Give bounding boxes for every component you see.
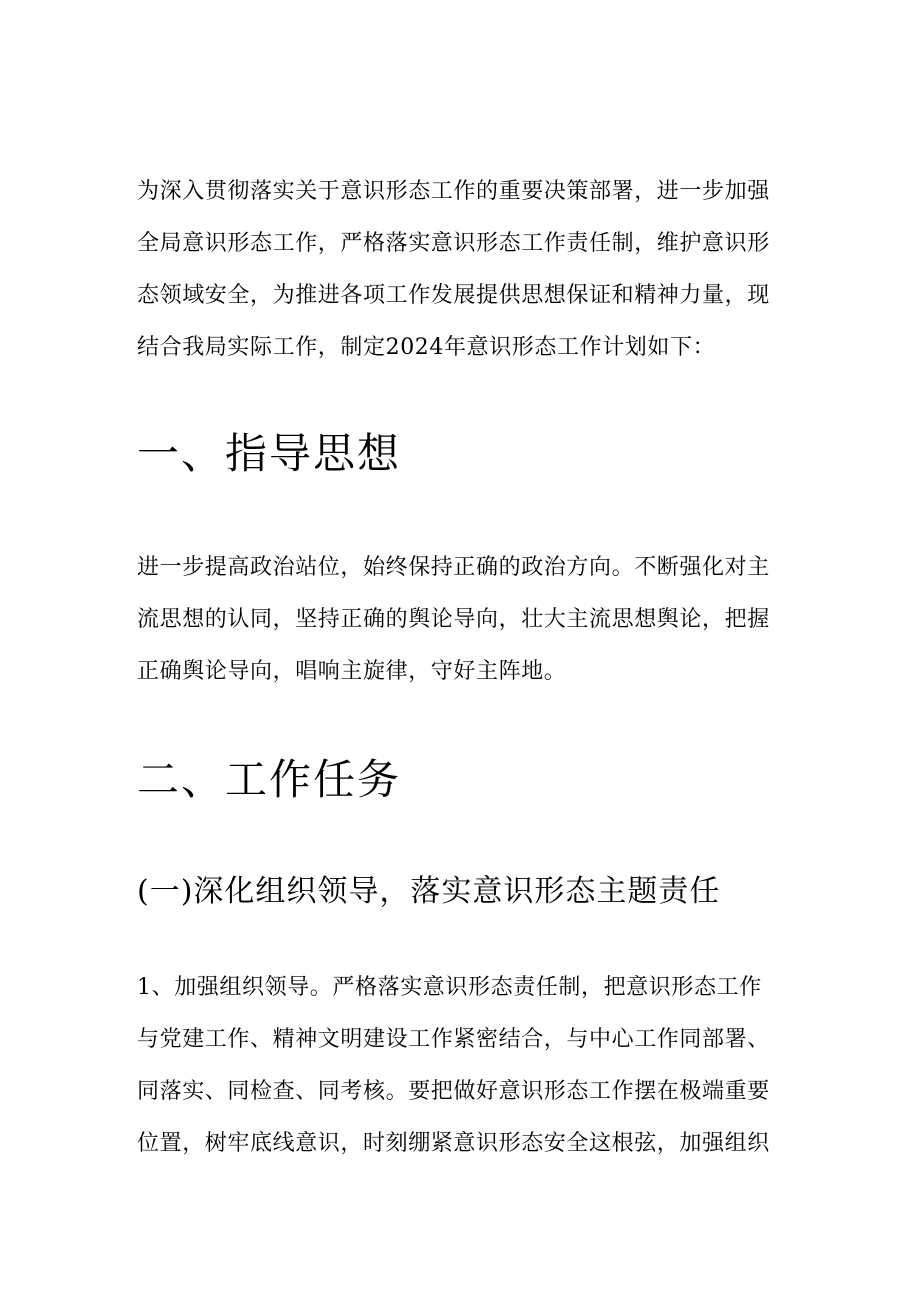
section2-line: 同落实、同检查、同考核。要把做好意识形态工作摆在极端重要 [137, 1079, 770, 1104]
section2-heading: 二、工作任务 [137, 755, 402, 804]
section1-line: 进一步提高政治站位，始终保持正确的政治方向。不断强化对主 [137, 555, 770, 580]
section1-paragraph [137, 542, 797, 698]
intro-paragraph [137, 166, 797, 374]
section2-line: 1、加强组织领导。严格落实意识形态责任制，把意识形态工作 [137, 975, 762, 1000]
section1-heading: 一、指导思想 [137, 429, 402, 478]
section1-line: 流思想的认同，坚持正确的舆论导向，壮大主流思想舆论，把握 [137, 607, 770, 632]
section1-line: 正确舆论导向，唱响主旋律，守好主阵地。 [137, 659, 567, 684]
section2-paragraph [137, 962, 797, 1170]
intro-line: 态领域安全，为推进各项工作发展提供思想保证和精神力量，现 [137, 283, 770, 308]
intro-line: 为深入贯彻落实关于意识形态工作的重要决策部署，进一步加强 [137, 179, 770, 204]
section2-line: 位置，树牢底线意识，时刻绷紧意识形态安全这根弦，加强组织 [137, 1131, 770, 1156]
section2-line: 与党建工作、精神文明建设工作紧密结合，与中心工作同部署、 [137, 1027, 770, 1052]
intro-line: 结合我局实际工作，制定2024年意识形态工作计划如下： [137, 335, 716, 360]
section2-subheading: (一)深化组织领导，落实意识形态主题责任 [137, 874, 721, 909]
intro-line: 全局意识形态工作，严格落实意识形态工作责任制，维护意识形 [137, 231, 770, 256]
